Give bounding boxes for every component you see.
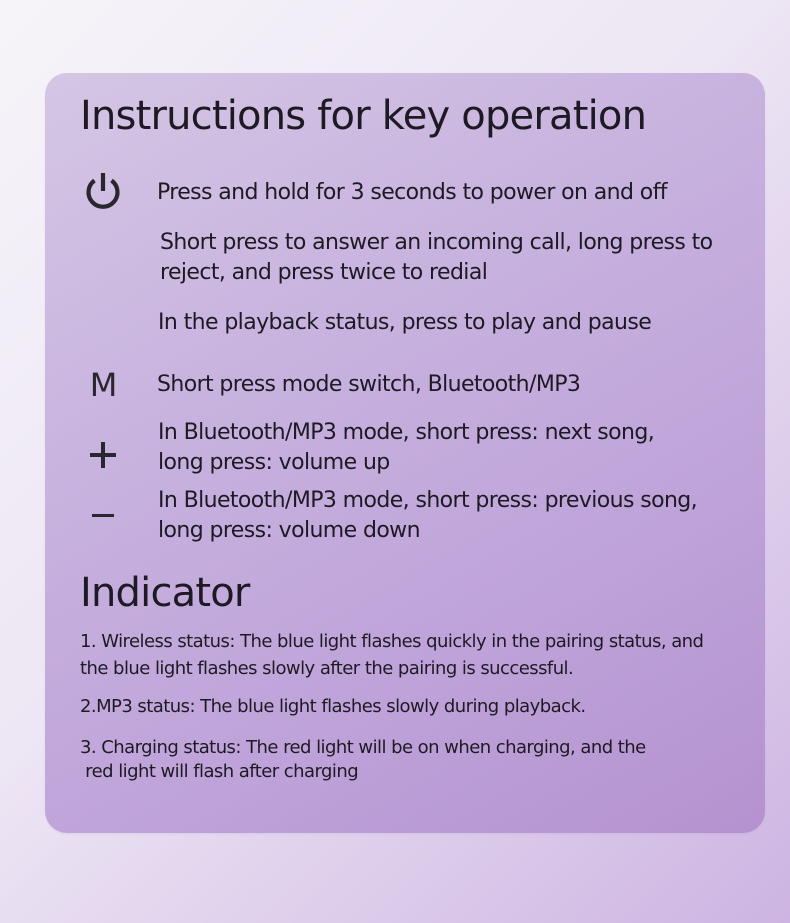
indicator-item-3-line1: 3. Charging status: The red light will be on when charging, and the [80, 737, 646, 758]
power-description: Press and hold for 3 seconds to power on and off [157, 180, 667, 205]
playback-description: In the playback status, press to play and pause [158, 310, 652, 335]
call-description-line1: Short press to answer an incoming call, long press to [160, 230, 713, 255]
power-icon [80, 169, 126, 213]
mode-key-symbol: M [89, 366, 117, 404]
indicator-item-2: 2.MP3 status: The blue light flashes slowly during playback. [80, 696, 586, 717]
indicator-item-1-line1: 1. Wireless status: The blue light flashes quickly in the pairing status, and [80, 631, 704, 652]
minus-description-line1: In Bluetooth/MP3 mode, short press: previous song, [158, 488, 698, 513]
indicator-item-3-line2: red light will flash after charging [80, 761, 359, 782]
minus-icon [80, 512, 126, 520]
plus-description-line2: long press: volume up [158, 450, 390, 475]
call-description-line2: reject, and press twice to redial [160, 260, 488, 285]
indicator-title: Indicator [80, 570, 250, 616]
key-operation-title: Instructions for key operation [80, 93, 647, 139]
minus-description-line2: long press: volume down [158, 518, 420, 543]
plus-icon [80, 440, 126, 470]
plus-description-line1: In Bluetooth/MP3 mode, short press: next song, [158, 420, 655, 445]
mode-description: Short press mode switch, Bluetooth/MP3 [157, 372, 581, 397]
indicator-item-1-line2: the blue light flashes slowly after the pairing is successful. [80, 658, 574, 679]
